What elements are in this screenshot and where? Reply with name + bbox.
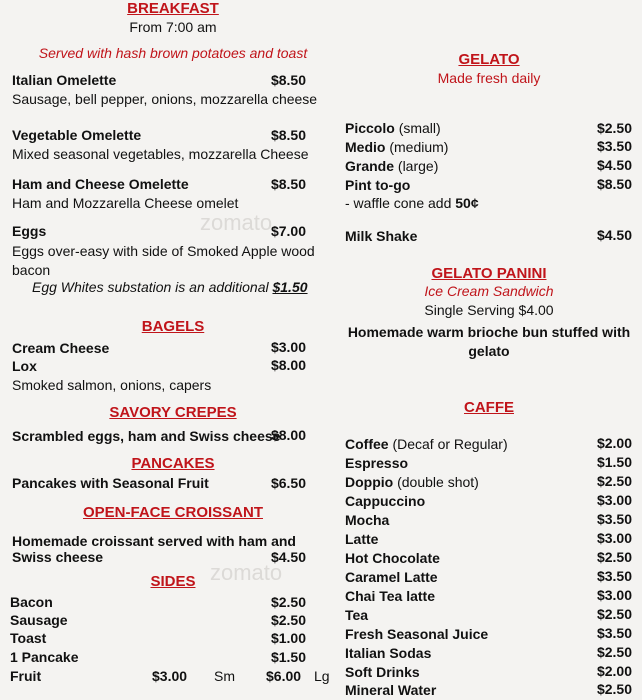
caffe-item [345,682,436,698]
item-price: $4.50 [596,157,632,173]
item-name: Mineral Water [345,682,437,698]
item-price: $1.50 [596,454,632,470]
item-extra: (double shot) [397,474,479,490]
caffe-item [345,474,479,490]
item-price: $3.50 [596,568,632,584]
item-name: Italian Sodas [345,645,432,661]
item-name: Pint to-go [345,177,411,193]
item-name: Tea [345,607,369,623]
item-size: (medium) [389,139,449,155]
item-name: Scrambled eggs, ham and Swiss cheese [12,428,281,444]
item-name: Coffee [345,436,389,452]
item-name: Milk Shake [345,228,418,244]
item-price: $1.00 [270,630,306,646]
item-name: Soft Drinks [345,664,420,680]
item-price: $8.00 [270,357,306,373]
item-price: $4.50 [270,549,306,565]
caffe-item [345,645,431,661]
substitution-text: Egg Whites substation is an additional [32,279,269,295]
item-price: $3.00 [596,492,632,508]
gelato-panini-header: GELATO PANINI [431,265,547,282]
item-name: Italian Omelette [12,72,117,88]
caffe-item [345,436,508,452]
sides-header: SIDES [150,573,196,590]
item-name: Cappuccino [345,493,426,509]
item-price: $3.00 [596,587,632,603]
item-price: $8.50 [270,127,306,143]
item-price: $6.50 [270,475,306,491]
bagels-header: BAGELS [141,318,205,335]
fruit-price-large: $6.00 [266,668,302,684]
item-name: Sausage [10,612,68,628]
item-name: Grande [345,158,395,174]
item-desc: bacon [12,262,51,278]
item-name: Fresh Seasonal Juice [345,626,489,642]
item-price: $2.50 [270,612,306,628]
item-name: Medio [345,139,386,155]
item-name: Latte [345,531,379,547]
item-price: $3.00 [270,339,306,355]
gelato-panini-desc: Homemade warm brioche bun stuffed with [347,324,631,340]
item-name: Hot Chocolate [345,550,440,566]
caffe-item [345,455,408,471]
item-price: $2.50 [596,681,632,697]
item-price: $2.50 [596,606,632,622]
caffe-item [345,531,378,547]
item-desc: Eggs over-easy with side of Smoked Apple wood [12,243,315,259]
item-price: $3.50 [596,138,632,154]
item-desc: Homemade croissant served with ham and [12,533,296,549]
item-price: $2.00 [596,663,632,679]
item-desc: Swiss cheese [12,549,104,565]
item-price: $2.50 [596,473,632,489]
item-name: Mocha [345,512,390,528]
item-price: $8.00 [270,427,306,443]
caffe-item [345,664,420,680]
waffle-cone-price: 50¢ [455,195,479,211]
item-name: Pancakes with Seasonal Fruit [12,475,209,491]
item-price: $2.50 [596,549,632,565]
item-name: Cream Cheese [12,340,110,356]
breakfast-header: BREAKFAST [127,0,219,17]
item-name: Vegetable Omelette [12,127,142,143]
item-name: Ham and Cheese Omelette [12,176,189,192]
item-price: $2.50 [596,120,632,136]
item-name: Chai Tea latte [345,588,435,604]
gelato-item [345,120,441,136]
item-extra: (Decaf or Regular) [392,436,508,452]
item-desc: Sausage, bell pepper, onions, mozzarella cheese [12,91,318,107]
item-price: $8.50 [270,176,306,192]
caffe-item [345,626,488,642]
gelato-item [345,139,448,155]
item-name: Toast [10,630,47,646]
item-price: $2.50 [270,594,306,610]
item-name: Caramel Latte [345,569,438,585]
caffe-item [345,550,440,566]
caffe-header: CAFFE [464,399,514,416]
item-size: (large) [397,158,439,174]
item-price: $3.00 [596,530,632,546]
fruit-size-large: Lg [314,668,330,684]
item-name: Bacon [10,594,53,610]
background-watermark: zomato [210,560,283,585]
item-desc: Ham and Mozzarella Cheese omelet [12,195,239,211]
caffe-item [345,588,435,604]
open-face-croissant-header: OPEN-FACE CROISSANT [82,504,263,521]
item-price: $2.00 [596,435,632,451]
waffle-cone-text: - waffle cone add [345,195,452,211]
substitution-note [32,279,308,295]
item-price: $3.50 [596,511,632,527]
caffe-item [345,512,389,528]
item-name: Espresso [345,455,409,471]
item-price: $1.50 [270,649,306,665]
caffe-item [345,493,425,509]
breakfast-note: Served with hash brown potatoes and toast [38,45,308,61]
item-name: Doppio [345,474,394,490]
item-price: $8.50 [270,72,306,88]
caffe-item [345,607,368,623]
pancakes-header: PANCAKES [131,455,215,472]
item-desc: Mixed seasonal vegetables, mozzarella Cheese [12,146,309,162]
gelato-panini-serving: Single Serving $4.00 [424,302,554,318]
gelato-panini-subtitle: Ice Cream Sandwich [424,283,554,299]
breakfast-time: From 7:00 am [129,19,217,35]
background-watermark: zomato [200,210,273,235]
savory-crepes-header: SAVORY CREPES [109,404,237,421]
item-name: Fruit [10,668,42,684]
fruit-price-small: $3.00 [152,668,188,684]
item-price: $8.50 [596,176,632,192]
gelato-header: GELATO [458,51,520,68]
caffe-item [345,569,438,585]
fruit-size-small: Sm [214,668,235,684]
item-price: $3.50 [596,625,632,641]
gelato-subtitle: Made fresh daily [437,70,541,86]
waffle-cone-note [345,195,479,211]
item-name: Piccolo [345,120,395,136]
item-name: Eggs [12,223,47,239]
item-name: Lox [12,358,37,374]
item-size: (small) [398,120,441,136]
substitution-price: $1.50 [272,279,308,295]
item-desc: Smoked salmon, onions, capers [12,377,212,393]
gelato-item [345,158,438,174]
item-price: $2.50 [596,644,632,660]
item-name: 1 Pancake [10,649,79,665]
item-price: $7.00 [270,223,306,239]
item-price: $4.50 [596,227,632,243]
gelato-panini-desc: gelato [468,343,510,359]
